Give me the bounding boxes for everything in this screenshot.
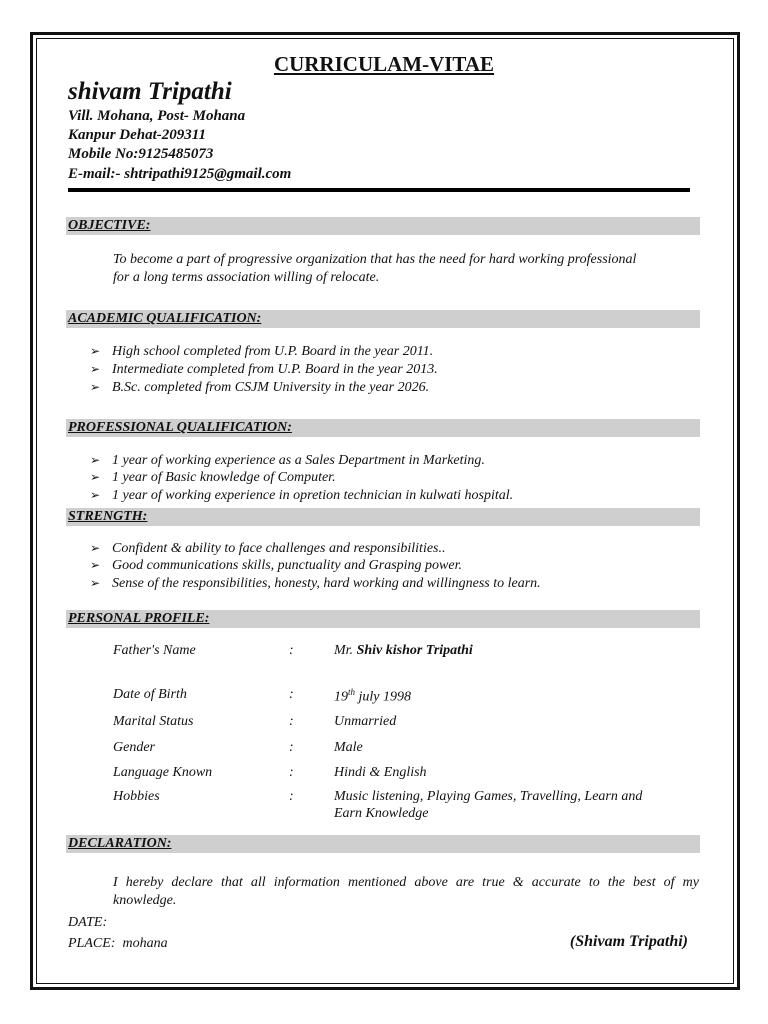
objective-line-2: for a long terms association willing of relocate. [113, 270, 380, 285]
strength-heading: STRENGTH: [68, 509, 148, 524]
strength-heading-bar [66, 508, 700, 526]
strength-item [90, 576, 541, 592]
academic-heading-bar [66, 310, 700, 328]
professional-heading-bar [66, 419, 700, 437]
personal-heading: PERSONAL PROFILE: [68, 611, 210, 626]
arrow-bullet-icon: ➢ [90, 488, 101, 502]
professional-item-text: 1 year of Basic knowledge of Computer. [112, 470, 336, 485]
language-colon: : [289, 765, 294, 780]
address-line-1: Vill. Mohana, Post- Mohana [68, 108, 246, 124]
mobile-number: Mobile No:9125485073 [68, 146, 214, 162]
dob-label: Date of Birth [113, 687, 187, 702]
hobbies-colon: : [289, 789, 294, 804]
arrow-bullet-icon: ➢ [90, 453, 101, 467]
professional-item [90, 488, 513, 504]
arrow-bullet-icon: ➢ [90, 362, 101, 376]
language-value: Hindi & English [334, 765, 427, 780]
fathers-name-text: Shiv kishor Tripathi [356, 643, 473, 658]
objective-line-1: To become a part of progressive organization that has the need for hard working professional [113, 252, 637, 267]
date-label: DATE: [68, 915, 108, 930]
fathers-name-colon: : [289, 643, 294, 658]
academic-item-text: Intermediate completed from U.P. Board in the year 2013. [112, 362, 438, 377]
address-line-2: Kanpur Dehat-209311 [68, 127, 206, 143]
professional-item-text: 1 year of working experience as a Sales Department in Marketing. [112, 453, 485, 468]
arrow-bullet-icon: ➢ [90, 558, 101, 572]
dob-colon: : [289, 687, 294, 702]
marital-label: Marital Status [113, 714, 194, 729]
declaration-heading: DECLARATION: [68, 836, 172, 851]
professional-item-text: 1 year of working experience in opretion technician in kulwati hospital. [112, 488, 514, 503]
place-label: PLACE: [68, 936, 116, 951]
strength-item-text: Sense of the responsibilities, honesty, hard working and willingness to learn. [112, 576, 541, 591]
marital-value: Unmarried [334, 714, 397, 729]
marital-colon: : [289, 714, 294, 729]
professional-heading: PROFESSIONAL QUALIFICATION: [68, 420, 292, 435]
place-value: mohana [122, 936, 168, 951]
objective-heading-bar [66, 217, 700, 235]
arrow-bullet-icon: ➢ [90, 541, 101, 555]
dob-value [334, 687, 411, 706]
professional-item [90, 453, 485, 469]
arrow-bullet-icon: ➢ [90, 470, 101, 484]
fathers-name-label: Father's Name [113, 643, 196, 658]
strength-item [90, 541, 446, 557]
strength-item-text: Good communications skills, punctuality and Grasping power. [112, 558, 462, 573]
hobbies-line-1: Music listening, Playing Games, Travelling, Learn and [334, 789, 643, 804]
hobbies-line-2: Earn Knowledge [334, 806, 429, 821]
candidate-name: shivam Tripathi [68, 78, 232, 105]
strength-item [90, 558, 462, 574]
email-address: E-mail:- shtripathi9125@gmail.com [68, 166, 292, 182]
signature-open: ( [569, 933, 576, 950]
signature-close: ) [682, 933, 688, 950]
academic-item [90, 344, 433, 360]
declaration-line-1: I hereby declare that all information mentioned above are true & accurate to the best of my [113, 875, 699, 890]
signature [570, 933, 688, 951]
declaration-line-2: knowledge. [113, 893, 177, 908]
place-row [68, 935, 168, 953]
signature-name: Shivam Tripathi [575, 933, 683, 950]
dob-day: 19 [334, 689, 348, 705]
gender-colon: : [289, 740, 294, 755]
fathers-name-value [334, 643, 473, 659]
gender-value: Male [334, 740, 363, 755]
declaration-heading-bar [66, 835, 700, 853]
gender-label: Gender [113, 740, 155, 755]
language-label: Language Known [113, 765, 213, 780]
academic-item-text: B.Sc. completed from CSJM University in the year 2026. [112, 380, 430, 395]
academic-item [90, 362, 438, 378]
academic-heading: ACADEMIC QUALIFICATION: [68, 311, 262, 326]
arrow-bullet-icon: ➢ [90, 344, 101, 358]
document-title: CURRICULAM-VITAE [273, 52, 495, 76]
fathers-name-prefix: Mr. [334, 643, 357, 658]
professional-item [90, 470, 336, 486]
hobbies-label: Hobbies [113, 789, 160, 804]
academic-item [90, 380, 429, 396]
objective-heading: OBJECTIVE: [68, 218, 151, 233]
academic-item-text: High school completed from U.P. Board in the year 2011. [112, 344, 434, 359]
strength-item-text: Confident & ability to face challenges and responsibilities.. [112, 541, 446, 556]
personal-heading-bar [66, 610, 700, 628]
arrow-bullet-icon: ➢ [90, 380, 101, 394]
dob-rest: july 1998 [355, 689, 412, 705]
header-divider [68, 188, 690, 192]
dob-suffix: th [348, 687, 356, 697]
arrow-bullet-icon: ➢ [90, 576, 101, 590]
